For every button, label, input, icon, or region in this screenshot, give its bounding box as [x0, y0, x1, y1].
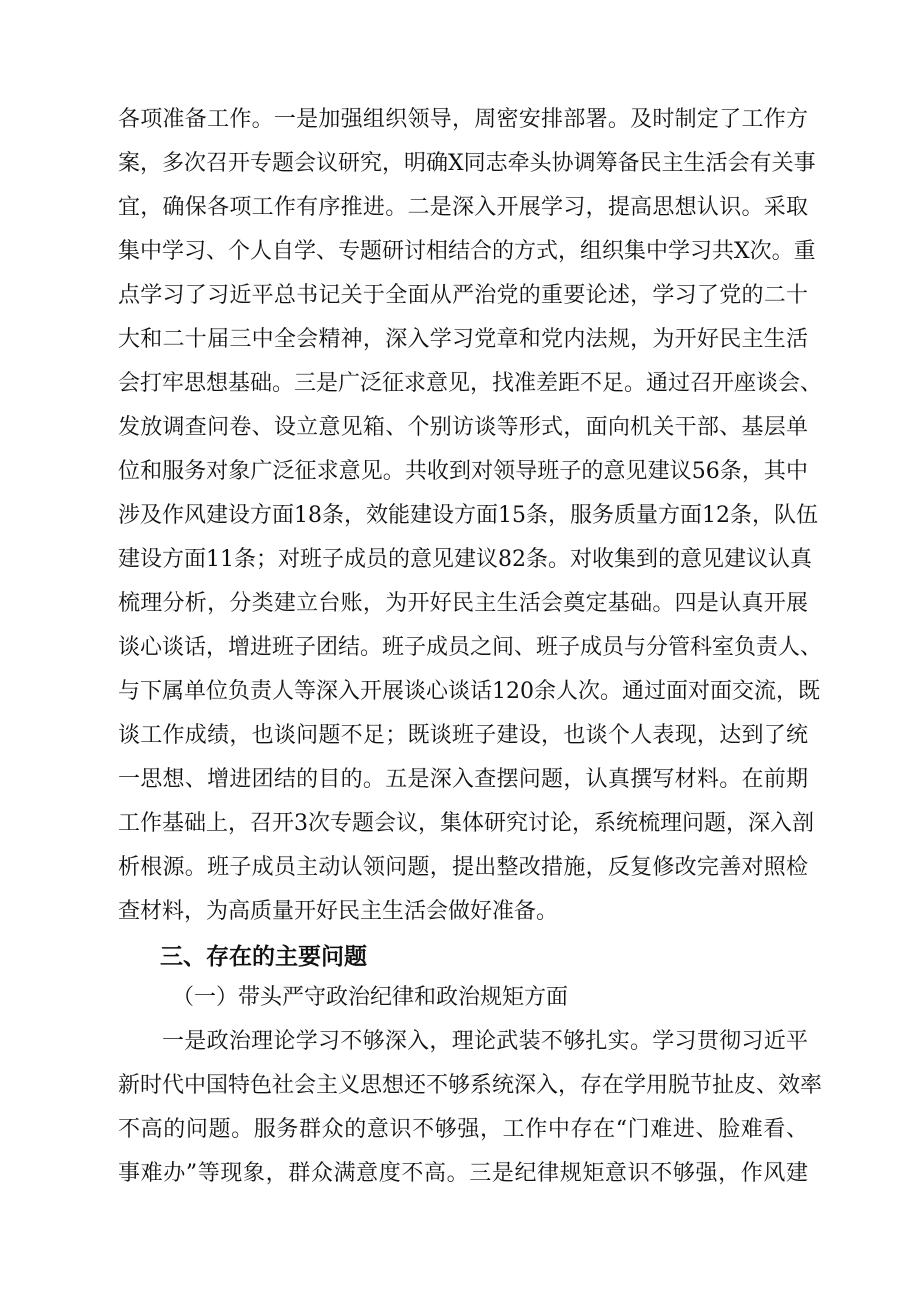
problem-line: 新时代中国特色社会主义思想还不够系统深入，存在学用脱节扯皮、效率 [118, 1073, 823, 1098]
body-line: 梳理分析，分类建立台账，为开好民主生活会奠定基础。四是认真开展 [118, 591, 808, 616]
body-line: 查材料，为高质量开好民主生活会做好准备。 [118, 899, 559, 924]
body-line: 析根源。班子成员主动认领问题，提出整改措施，反复修改完善对照检 [118, 855, 808, 880]
body-line: 一思想、增进团结的目的。五是深入查摆问题，认真撰写材料。在前期 [118, 767, 808, 792]
body-line: 谈心谈话，增进班子团结。班子成员之间、班子成员与分管科室负责人、 [118, 635, 823, 660]
subsection-heading: （一）带头严守政治纪律和政治规矩方面 [172, 985, 569, 1010]
body-line: 位和服务对象广泛征求意见。共收到对领导班子的意见建议56条，其中 [118, 459, 808, 484]
body-line: 案，多次召开专题会议研究，明确X同志牵头协调筹备民主生活会有关事 [118, 151, 816, 176]
body-line: 各项准备工作。一是加强组织领导，周密安排部署。及时制定了工作方 [118, 107, 808, 132]
body-line: 建设方面11条；对班子成员的意见建议82条。对收集到的意见建议认真 [118, 547, 812, 572]
body-line: 点学习了习近平总书记关于全面从严治党的重要论述，学习了党的二十 [118, 283, 808, 308]
body-line: 涉及作风建设方面18条，效能建设方面15条，服务质量方面12条，队伍 [118, 503, 818, 528]
problem-line: 不高的问题。服务群众的意识不够强，工作中存在“门难进、脸难看、 [118, 1117, 808, 1142]
body-line: 宜，确保各项工作有序推进。二是深入开展学习，提高思想认识。采取 [118, 195, 808, 220]
problem-first-line: 一是政治理论学习不够深入，理论武装不够扎实。学习贯彻习近平 [162, 1029, 808, 1054]
body-line: 发放调查问卷、设立意见箱、个别访谈等形式，面向机关干部、基层单 [118, 415, 808, 440]
body-line: 会打牢思想基础。三是广泛征求意见，找准差距不足。通过召开座谈会、 [118, 371, 823, 396]
body-line: 谈工作成绩，也谈问题不足；既谈班子建设，也谈个人表现，达到了统 [118, 723, 808, 748]
problem-line: 事难办”等现象，群众满意度不高。三是纪律规矩意识不够强，作风建 [118, 1161, 808, 1186]
body-line: 与下属单位负责人等深入开展谈心谈话120余人次。通过面对面交流，既 [118, 679, 820, 704]
body-line: 大和二十届三中全会精神，深入学习党章和党内法规，为开好民主生活 [118, 327, 808, 352]
section-heading: 三、存在的主要问题 [160, 944, 367, 970]
body-line: 集中学习、个人自学、专题研讨相结合的方式，组织集中学习共X次。重 [118, 239, 816, 264]
body-line: 工作基础上，召开3次专题会议，集体研究讨论，系统梳理问题，深入剖 [118, 811, 814, 836]
